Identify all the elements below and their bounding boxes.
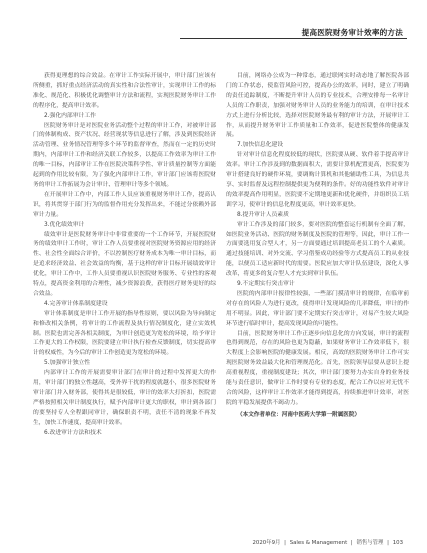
running-title: 提高医院财务审计效率的方法 — [301, 28, 403, 37]
section-heading: 2.强化内部审计工作 — [44, 112, 96, 119]
page-footer — [253, 538, 404, 546]
footer-date: 2020年9月 — [252, 540, 281, 546]
footer-separator: | — [350, 540, 353, 546]
body-paragraph: 审计工作涉及的部门较多，要对医院的整套运行机制有全面了解，如医院业务活动、医院的财务制度及医院的管理等，因此，审计工作一方面要选用复合型人才，另一方面要通过培训提高老员工的个人素质。通过技能培训、对外交流、学习借鉴成功经验等方式提高员工的从业技能，以便员工适应新时代的需要。医院应加大审计队伍建设，深化人事改革，将更多的复合型人才充实到审计队伍。 — [226, 221, 409, 278]
body-paragraph: 目前，医院财务审计工作正逐步向信息化的方向发展，审计的流程也得到规范，存在的风险也更为隐蔽，如果财务审计工作效率低下，很大程度上会影响医院的健康发展。相反，高效的医院财务审计工作可实现医院财务效益最大化和管理规范化。首先，医院领导层要从意识上提高重视程度，重视制度建设；其次，审计部门要努力办实自身的业务技能与责任意识，做审计工作时要有专业的态度，配合工作以应对无忧不合的风险，这样审计工作效率才能得到提高，持续推进审计效率，对医院的平稳发展提供不竭动力。 — [226, 330, 409, 406]
section-heading: 5.加强审计独立性 — [44, 360, 91, 367]
body-paragraph: 获得更理想的综合效益。在审计工作实际开展中，审计部门应该有所侧重，抓好重点经济活动的真实性和合法性审计，实现审计工作的标准化、规范化、积极优化调整审计方法和流程，实现医院财务审计工作的程序化，提高审计效率。 — [33, 73, 216, 109]
section-heading: 4.完善审计体系制度建设 — [44, 300, 108, 307]
header-rule — [180, 38, 407, 39]
footer-magazine: 销售与管理 — [356, 540, 384, 546]
footer-separator: | — [284, 540, 286, 546]
body-paragraph: 在开展审计工作中，内部工作人员应该重视财务审计工作，提高认识，将其贯穿于部门行为的监督作用充分发挥出来，不能过分依赖外部审计力量。 — [33, 191, 216, 218]
footer-journal: Sales & Management — [289, 540, 348, 546]
right-column — [226, 72, 409, 530]
section-heading: 9.不定期实行突击审计 — [237, 281, 295, 288]
author-affiliation: （本文作者单位：河南中医药大学第一附属医院） — [237, 411, 361, 418]
left-column — [33, 72, 216, 530]
body-paragraph: 绩效审计是医院财务审计中非常重要的一个工作环节，开展医院财务的绩效审计工作时，审计工作人员要重视对医院财务资源应用的经济性、社会性全面综合评价，不以控制医疗财务成本为唯一审计目标，而是追求经济效益、社会效益的均衡，基于这样的审计目标开展绩效审计优化，审计工作中，工作人员要重视认识医院财务服务、专业性的客观特点，提高资金利用的合理性，减少资源浪费，获得医疗财务更好的综合效益。 — [33, 231, 216, 297]
body-paragraph: 医院的内部审计报律性较强，一些部门摸清审计的规律，在临审前对存在的风险人为进行更改，使得审计发现风险的几率降低，审计的作用不明显。因此，审计部门要不定期实行突击审计，对易产生较大风险环节进行临时审计，提高发现风险的可能性。 — [226, 290, 409, 327]
body-paragraph: 医院财务审计是对医院业务活动整个过程的审计工作，对被审计部门的体制构成、资产状况、经营现状等信息进行了解，涉及到医院经济活动管理、业务情况管理等多个环节的监督审查，然而在一定的历史时期内，内部审计工作和经济关联工作较多，以提高工作效率为审计工作的唯一目标，内部审计工作在医院决策科学性、审计质量控制等方面能起到的作用比较有限，为了强化内部审计工作，审计部门应该将医院财务的审计工作拓展为会计审计、管理审计等多个领域。 — [33, 122, 216, 188]
body-paragraph: 目前，网络办公成为一种常态，通过联网实时动态地了解医院各部门的工作状态，使监管风险可控，提高办公的效率，同时，建立了明确的责任追踪制度，不断提升审计人员的专业技术，合理安排每一名审计人员的工作职责，加强对财务审计人员的业务能力的培训，在审计技术方式上进行分析比较，选择对医院财务最有利的审计方法，开展审计工作，从而提升财务审计工作质量和工作效率，促进医院整体的健康发展。 — [226, 73, 409, 139]
section-heading: 7.加快信息化建设 — [237, 142, 284, 149]
body-paragraph: 内部审计工作的开展需要审计部门在审计的过程中发挥更大的作用，审计部门的独立性越高，受外界干扰的程度就越小，很多医院财务审计部门并入财务部，使得其是很较低，审计的效率大打折扣，医院需严格按照相关审计制度执行，赋予内部审计更大的职权，审计到各部门的要坚持专人全程跟同审计，确保职责不明，责任不清的现象不再发生，加快工作速度，提高审计效率。 — [33, 370, 216, 426]
footer-page-number: 103 — [392, 540, 403, 546]
page-header — [0, 0, 427, 40]
footer-separator: | — [387, 540, 389, 546]
body-paragraph: 针对审计信息化程度较低的现状，医院要从硬、软件着手提高审计效率。审计工作涉及到的数据面积大，需要计算机配置更高，医院要为审计搭建良好的硬件环境，要调购计算机和其他辅助性工具，为信息共享、实时监督及远程控制提供更为便利的条件。好的功能性软件对审计的效率提高作用明显，医院要不定期地更新和优化硬件，并组织员工培训学习，使审计的信息化程度更高，审计效率更快。 — [226, 152, 409, 208]
body-paragraph: 审计体系制度是审计工作开展的指导性原则，要以风险为导向制定和修改相关条例，将审计的工作流程及执行情况制度化，建立实效机制。医院也需完善各相关制度，为审计创造更为宽松的环境，给予审计工作更大的工作权限，医院要建立审计执行检查反馈制度，切实提高审计的权威性，为今后的审计工作创造更为宽松的环境。 — [33, 310, 216, 357]
section-heading: 3.优化绩效审计 — [44, 221, 85, 228]
section-heading: 8.提升审计人员素质 — [237, 211, 289, 218]
section-heading: 6.改进审计方法和技术 — [44, 429, 102, 436]
